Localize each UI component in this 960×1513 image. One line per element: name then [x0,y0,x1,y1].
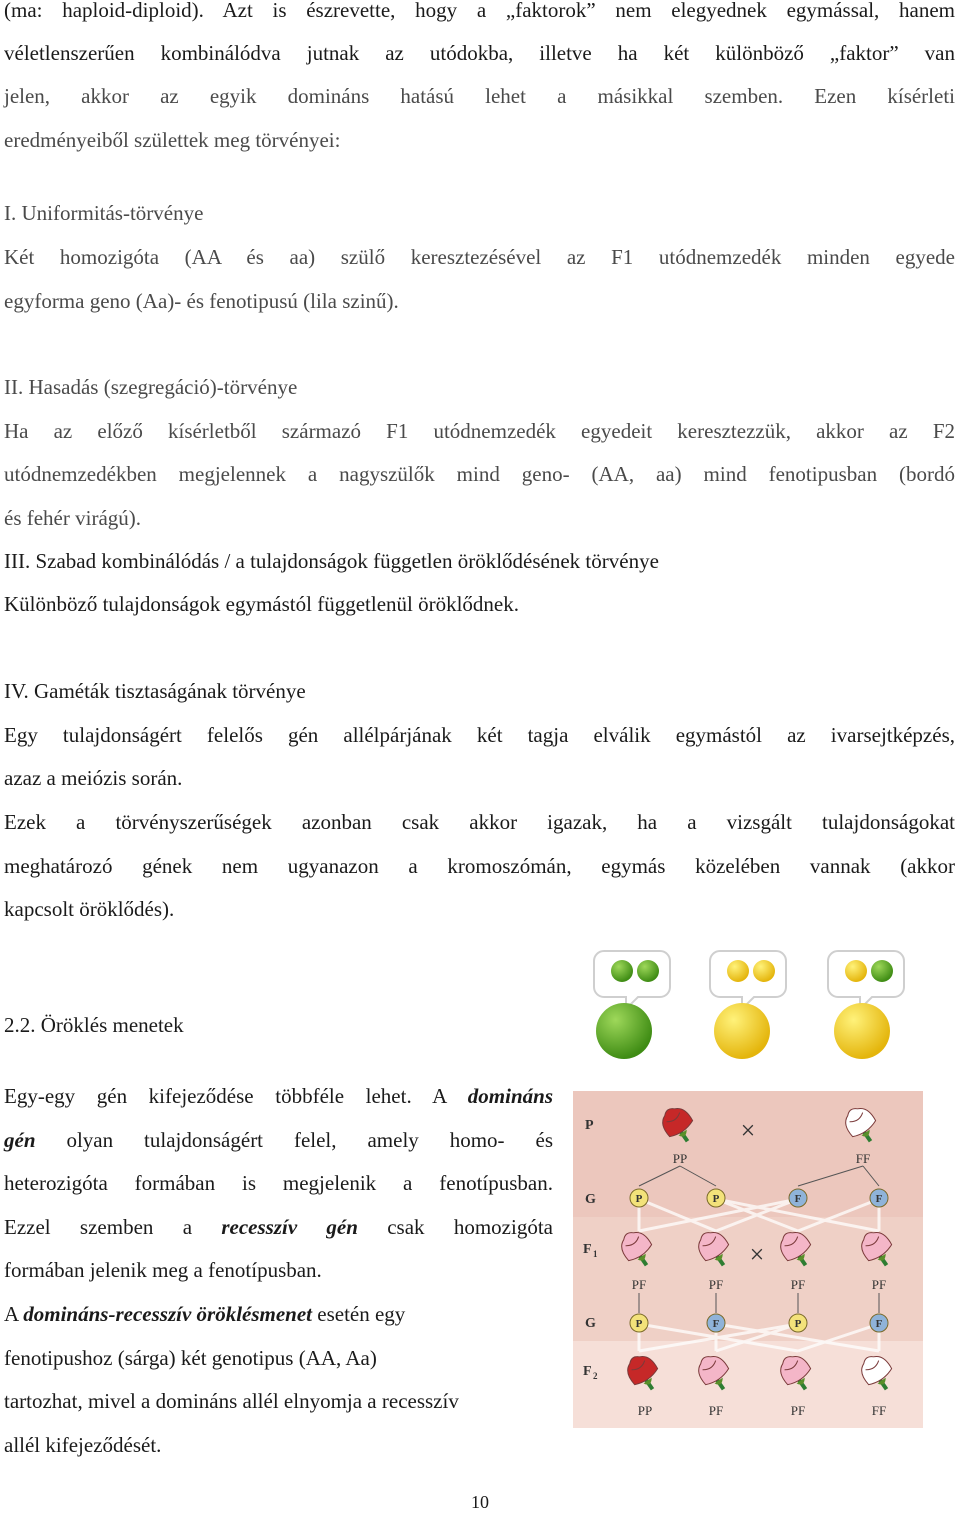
speech-bubble-yellow [710,951,786,1009]
gamete-g1-1 [630,1189,648,1207]
caveat-line-3: kapcsolt öröklődés). [4,897,175,921]
gamete-g1-3 [789,1189,807,1207]
law-1-line-2: egyforma geno (Aa)- és fenotipusú (lila szinű). [4,289,399,313]
law-2-line-1: Ha az előző kísérletből származó F1 utódnemzedék egyedeit keresztezzük, akkor az F2 [4,419,955,443]
gamete-g2-1 [630,1314,648,1332]
law-4-line-2: azaz a meiózis során. [4,766,183,790]
svg-text:F: F [875,1193,883,1205]
svg-text:F: F [794,1193,802,1205]
recessive-gene-term: recesszív gén [221,1214,358,1239]
intro-line-1: (ma: haploid-diploid). Azt is észrevette, hogy a „faktorok” nem elegyednek egymással, hanem [4,0,955,22]
p-genotype-1: PP [672,1151,688,1166]
yellow-pea-icon [714,1003,770,1059]
section-heading: 2.2. Öröklés menetek [4,1013,184,1037]
row-label-f2: F [583,1364,592,1379]
page-number: 10 [471,1492,489,1512]
svg-text:P: P [635,1318,643,1330]
gamete-g2-2 [707,1314,725,1332]
f2-genotype-4: FF [871,1403,887,1418]
law-1-line-1: Két homozigóta (AA és aa) szülő keresztezésével az F1 utódnemzedék minden egyede [4,245,955,269]
gamete-g1-4 [870,1189,888,1207]
f1-genotype-1: PF [631,1277,647,1292]
gamete-g1-2 [707,1189,725,1207]
row-label-p: P [585,1118,594,1133]
intro-line-2: véletlenszerűen kombinálódva jutnak az utódokba, illetve ha két különböző „faktor” van [4,41,955,65]
f2-genotype-2: PF [708,1403,724,1418]
intro-line-4: eredményeiből születtek meg törvényei: [4,128,341,152]
law-2-line-3: és fehér virágú). [4,506,142,530]
p-genotype-2: FF [855,1151,871,1166]
row-label-f1-sub: 1 [593,1249,598,1259]
svg-text:P: P [635,1193,643,1205]
f2-genotype-3: PF [790,1403,806,1418]
gamete-g2-3 [789,1314,807,1332]
row-label-f1: F [583,1242,592,1257]
speech-bubble-green [594,951,670,1009]
inheritance-diagram [573,1091,923,1428]
law-2-line-2: utódnemzedékben megjelennek a nagyszülők mind geno- (AA, aa) mind fenotipusban (bordó [4,462,955,486]
law-1-title: I. Uniformitás-törvénye [4,201,204,225]
law-2-title: II. Hasadás (szegregáció)-törvénye [4,375,298,399]
svg-text:F: F [712,1318,720,1330]
gene-term: gén [4,1127,36,1152]
row-label-f2-sub: 2 [593,1371,598,1381]
intro-line-3: jelen, akkor az egyik domináns hatású lehet a másikkal szemben. Ezen kísérleti [4,84,955,108]
law-3-line-1: Különböző tulajdonságok egymástól függetlenül öröklődnek. [4,592,519,616]
dominant-term: domináns [467,1084,553,1108]
caveat-line-2: meghatározó gének nem ugyanazon a kromoszómán, egymás közelében vannak (akkor [4,854,955,878]
law-4-line-1: Egy tulajdonságért felelős gén allélpárjának két tagja elválik egymástól az ivarsejtképzés, [4,723,955,747]
f1-genotype-3: PF [790,1277,806,1292]
svg-text:F: F [875,1318,883,1330]
svg-text:P: P [712,1193,720,1205]
f1-genotype-4: PF [871,1277,887,1292]
dominant-recessive-term: domináns-recesszív öröklésmenet [23,1301,313,1326]
gamete-g2-4 [870,1314,888,1332]
row-label-g2: G [585,1316,596,1331]
row-label-g1: G [585,1192,596,1207]
law-3-title: III. Szabad kombinálódás / a tulajdonságok független öröklődésének törvénye [4,549,659,573]
law-4-title: IV. Gaméták tisztaságának törvénye [4,679,306,703]
speech-bubble-mixed [828,951,904,1009]
f2-genotype-1: PP [637,1403,653,1418]
inheritance-text: Egy-egy gén kifejeződése többféle lehet. A domináns gén olyan tulajdonságért felel, amely homo- és heterozigóta formában is megjelenik a fenotípusban. Ezzel szemben a recesszív gén csak homozigóta formában jelenik meg a fenotípusban. A domináns-recesszív öröklésmenet esetén egy fenotipushoz (sárga) két genotipus (AA, Aa) tartozhat, mivel a domináns allél elnyomja a recesszív allél kifejeződését. [4,1084,553,1457]
yellow-pea-icon-2 [834,1003,890,1059]
green-pea-icon [596,1003,652,1059]
svg-text:P: P [794,1318,802,1330]
caveat-line-1: Ezek a törvényszerűségek azonban csak akkor igazak, ha a vizsgált tulajdonságokat [4,810,955,834]
pea-illustration [590,945,940,1065]
cross-symbol-f1: × [749,1240,765,1269]
f1-genotype-2: PF [708,1277,724,1292]
cross-symbol-p: × [740,1116,756,1145]
